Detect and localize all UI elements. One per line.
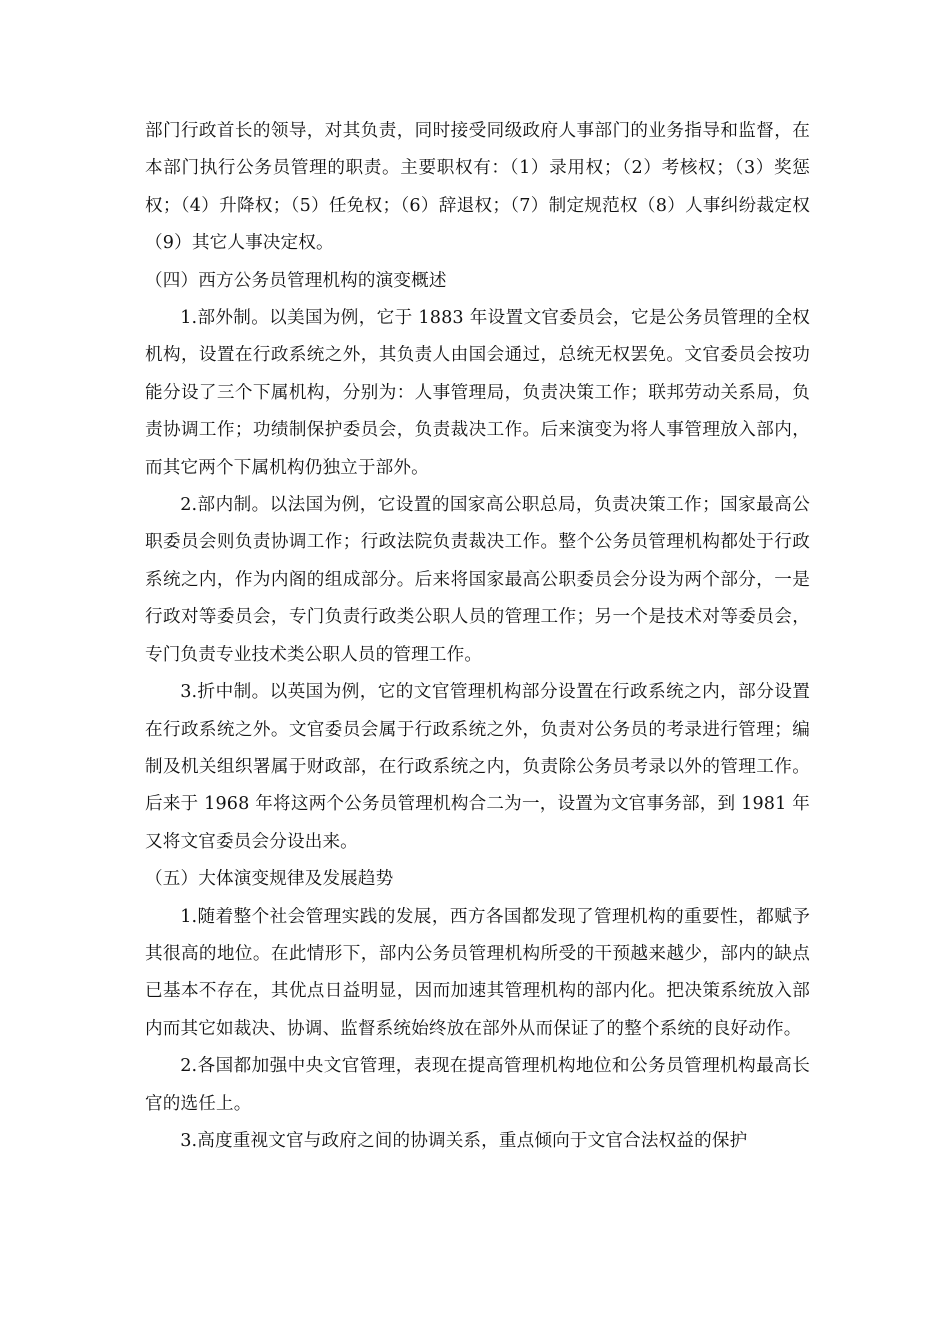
- paragraph-compromise-system: 3.折中制。以英国为例，它的文官管理机构部分设置在行政系统之内，部分设置在行政系统之外。文官委员会属于行政系统之外，负责对公务员的考录进行管理；编制及机关组织署属于财政部，在行政系统之内，负责除公务员考录以外的管理工作。后来于 1968 年将这两个公务员管理机构合二为一，设置为文官事务部，到 1981 年又将文官委员会分设出来。: [145, 682, 810, 852]
- paragraph-continued: 部门行政首长的领导，对其负责，同时接受同级政府人事部门的业务指导和监督，在本部门执行公务员管理的职责。主要职权有：（1）录用权；（2）考核权；（3）奖惩权；（4）升降权；（5）任免权；（6）辞退权；（7）制定规范权（8）人事纠纷裁定权（9）其它人事决定权。: [145, 121, 810, 254]
- paragraph-outer-system: 1.部外制。以美国为例，它于 1883 年设置文官委员会，它是公务员管理的全权机构，设置在行政系统之外，其负责人由国会通过，总统无权罢免。文官委员会按功能分设了三个下属机构，分别为：人事管理局，负责决策工作；联邦劳动关系局，负责协调工作；功绩制保护委员会，负责裁决工作。后来演变为将人事管理放入部内，而其它两个下属机构仍独立于部外。: [145, 308, 810, 478]
- paragraph-trend-3: 3.高度重视文官与政府之间的协调关系，重点倾向于文官合法权益的保护: [180, 1130, 748, 1151]
- paragraph-inner-system: 2.部内制。以法国为例，它设置的国家高公职总局，负责决策工作；国家最高公职委员会则负责协调工作；行政法院负责裁决工作。整个公务员管理机构都处于行政系统之内，作为内阁的组成部分。后来将国家最高公职委员会分设为两个部分，一是行政对等委员会，专门负责行政类公职人员的管理工作；另一个是技术对等委员会，专门负责专业技术类公职人员的管理工作。: [145, 495, 810, 665]
- section-heading-5: （五）大体演变规律及发展趋势: [145, 869, 394, 890]
- section-heading-4: （四）西方公务员管理机构的演变概述: [145, 270, 447, 291]
- paragraph-trend-1: 1.随着整个社会管理实践的发展，西方各国都发现了管理机构的重要性，都赋予其很高的地位。在此情形下，部内公务员管理机构所受的干预越来越少，部内的缺点已基本不存在，其优点日益明显，因而加速其管理机构的部内化。把决策系统放入部内而其它如裁决、协调、监督系统始终放在部外从而保证了的整个系统的良好动作。: [145, 906, 810, 1039]
- document-body: [145, 113, 810, 1160]
- paragraph-trend-2: 2.各国都加强中央文官管理，表现在提高管理机构地位和公务员管理机构最高长官的选任上。: [145, 1056, 810, 1114]
